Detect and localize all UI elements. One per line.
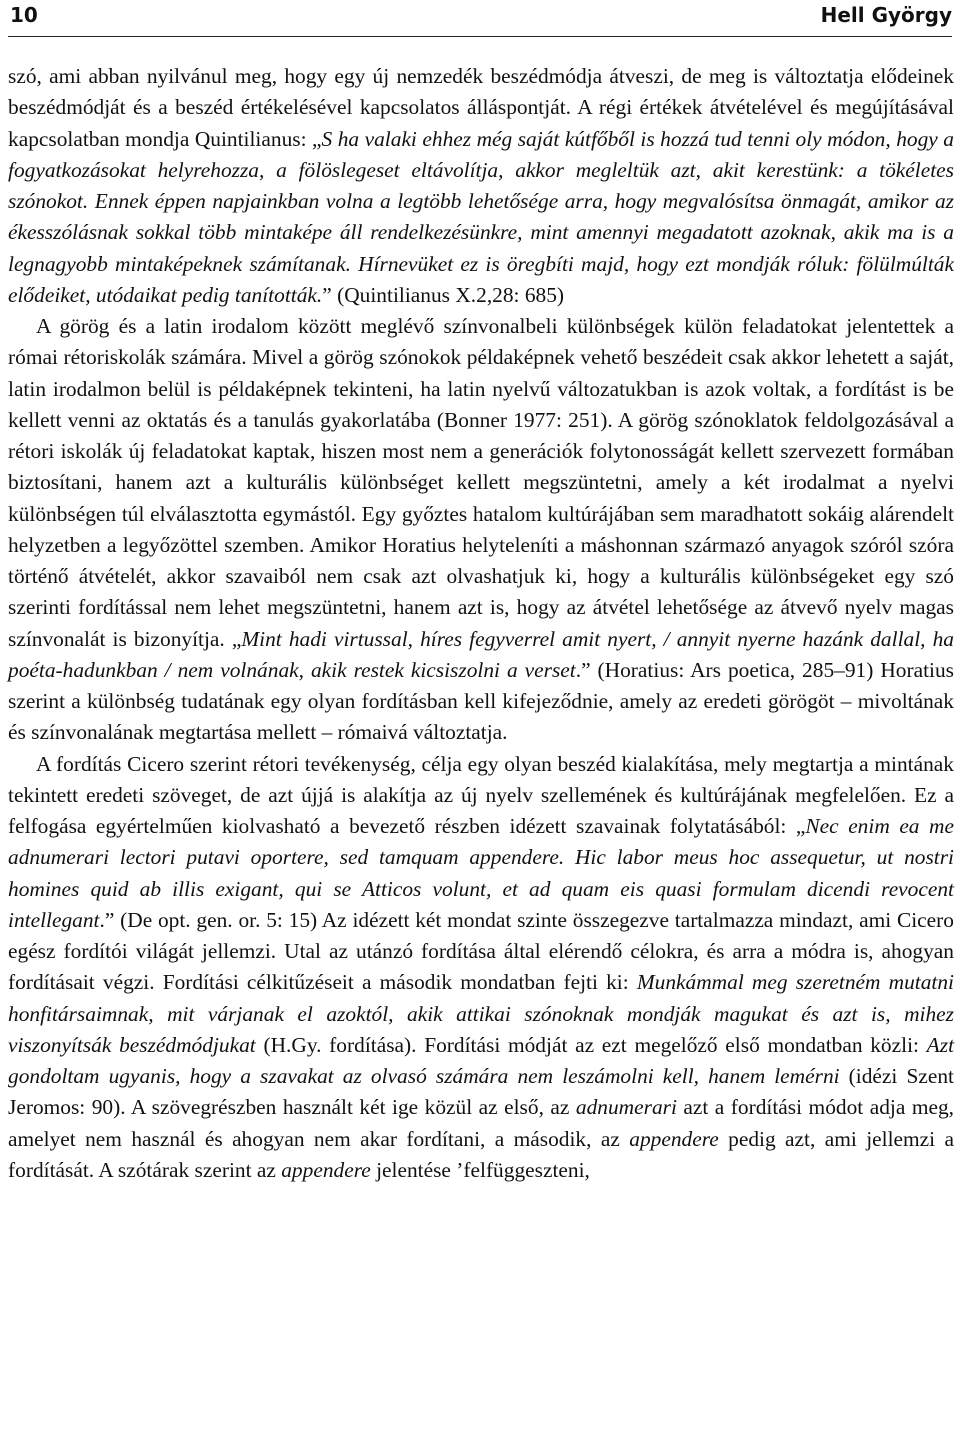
- text-run: jelentése ’felfüggeszteni,: [370, 1157, 590, 1182]
- page-number: 10: [10, 3, 38, 27]
- paragraph: [8, 749, 954, 1187]
- italic-text-run: Azt gondoltam ugyanis, hogy a szavakat az olvasó számára nem leszámolni kell, hanem lemérni: [8, 1032, 955, 1088]
- paragraph: [8, 311, 954, 749]
- body-text: [8, 61, 954, 1186]
- paragraph: [8, 61, 954, 311]
- text-run: .” (De opt. gen. or. 5: 15) Az idézett két mondat szinte összegezve tartalmazza mindazt, ami Cicero egész fordítói világát jellemzi. Utal az utánzó fordítása által elérendő célokra, és arra a módra is, ahogyan fordításait végzi. Fordítási célkitűzéseit a második mondatban fejti ki:: [8, 907, 954, 995]
- text-run: (idézi Szent Jeromos: 90). A szövegrészben használt két ige közül az első, az: [8, 1064, 954, 1120]
- text-run: szó, ami abban nyilvánul meg, hogy egy új nemzedék beszédmódja átveszi, de meg is változtatja elődeinek beszédmódját és a beszéd értékelésével kapcsolatos álláspontját. A régi értékek átvételével és megújításával kapcsolatban mondja Quintilianus: „: [8, 64, 954, 151]
- italic-text-run: appendere: [629, 1126, 719, 1151]
- text-run: pedig azt, ami jellemzi a fordítását. A szótárak szerint az: [8, 1126, 954, 1182]
- text-run: A görög és a latin irodalom között meglévő színvonalbeli különbségek külön feladatokat jelentettek a római rétoriskolák számára. Mivel a görög szónokok példaképnek vehető beszédeit csak akkor lehetett a saját, latin irodalmon belül is példaképnek tekinteni, ha latin nyelvű változatukban is azok voltak, a fordítást is be kellett venni az oktatás és a tanulás gyakorlatába (Bonner 1977: 251). A görög szónoklatok feldolgozásával a rétori iskolák új feladatokat kaptak, hiszen most nem a generációk folytonosságát kellett szervezett formában biztosítani, hanem azt a kulturális különbséget kellett megszüntetni, amely a két irodalmat a nyelvi különbségen túl elválasztotta egymástól. Egy győztes hatalom kultúrájában sem maradhatott sokáig alárendelt helyzetben a legyőzöttel szemben. Amikor Horatius helyteleníti a máshonnan származó anyagok szóról szóra történő átvételét, akkor szavaiból nem csak azt olvashatjuk ki, hogy a kulturális különbségeket egy szó szerinti fordítással nem lehet megszüntetni, hanem azt is, hogy az átvétel lehetősége az átvevő nyelv magas színvonalát is bizonyítja. „: [8, 314, 954, 651]
- italic-text-run: S ha valaki ehhez még saját kútfőből is hozzá tud tenni oly módon, hogy a fogyatkozásokat helyrehozza, a fölöslegeset eltávolítja, akkor megleltük azt, akit kerestünk: a tökéletes szónokot. Ennek éppen napjainkban volna a legtöbb lehetősége arra, hogy megvalósítsa önmagát, amikor az ékesszólásnak sokkal több mintaképe áll rendelkezésünkre, mint amennyi megadatott azoknak, akik ma is a legnagyobb mintaképeknek számítanak. Hírnevüket ez is öregbíti majd, hogy ezt mondják róluk: fölülmúlták elődeiket, utódaikat pedig tanították.: [8, 126, 954, 307]
- text-run: (H.Gy. fordítása). Fordítási módját az ezt megelőző első mondatban közli:: [255, 1032, 927, 1057]
- text-run: .” (Horatius: Ars poetica, 285–91) Horatius szerint a különbség tudatának egy olyan fordításban kell kifejeződnie, amely az eredeti görögöt – mivoltának és színvonalának megtartása mellett – rómaivá változtatja.: [8, 657, 954, 745]
- running-header: [8, 0, 952, 37]
- italic-text-run: Mint hadi virtussal, híres fegyverrel amit nyert, / annyit nyerne hazánk dallal, ha poéta-hadunkban / nem volnának, akik restek kicsiszolni a verset: [8, 626, 954, 682]
- italic-text-run: adnumerari: [575, 1095, 677, 1120]
- text-run: A fordítás Cicero szerint rétori tevékenység, célja egy olyan beszéd kialakítása, mely megtartja a mintának tekintett eredeti szöveget, de azt újjá is alakítja az új nyelv szellemének és kultúrájának megfelelően. Ez a felfogása egyértelműen kiolvasható a bevezető részben idézett szavainak folytatásából: „: [8, 751, 954, 838]
- running-title: Hell György: [820, 3, 952, 27]
- italic-text-run: Munkámmal meg szeretném mutatni honfitársaimnak, mit várjanak el azoktól, akik attikai szónoknak mondják magukat és azt is, mihez viszonyítsák beszédmódjukat: [8, 970, 954, 1057]
- text-run: azt a fordítási módot adja meg, amelyet nem használ és ahogyan nem akar fordítani, a második, az: [8, 1095, 954, 1151]
- italic-text-run: appendere: [281, 1157, 371, 1182]
- italic-text-run: Nec enim ea me adnumerari lectori putavi oportere, sed tamquam appendere. Hic labor meus hoc assequetur, ut nostri homines quid ab illis exigant, qui se Atticos volunt, et ad quam eis quasi formulam dicendi revocent intellegant: [8, 814, 954, 932]
- text-run: ” (Quintilianus X.2,28: 685): [322, 282, 565, 307]
